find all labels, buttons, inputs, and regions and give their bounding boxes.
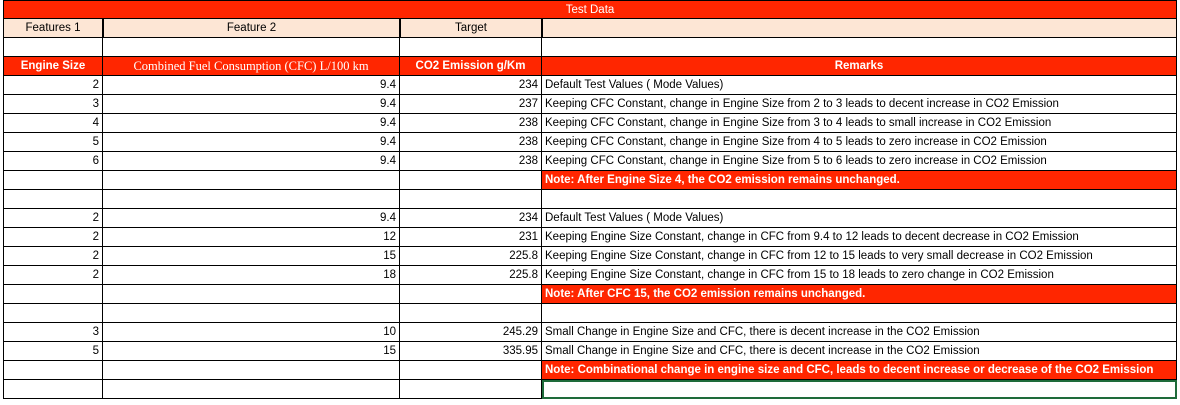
- table-cell-engine[interactable]: 2: [3, 209, 103, 228]
- table-cell-cfc[interactable]: [103, 285, 400, 304]
- table-cell-cfc[interactable]: 12: [103, 228, 400, 247]
- table-cell-remark[interactable]: Keeping CFC Constant, change in Engine Size from 5 to 6 leads to zero increase in CO2 Emission: [542, 152, 1177, 171]
- column-header-engine[interactable]: Engine Size: [3, 57, 103, 76]
- group-header-cell[interactable]: [542, 19, 1177, 38]
- table-cell-co2[interactable]: 225.8: [400, 247, 542, 266]
- table-cell-remark[interactable]: Keeping Engine Size Constant, change in CFC from 9.4 to 12 leads to decent decrease in CO2 Emission: [542, 228, 1177, 247]
- table-cell-remark[interactable]: Default Test Values ( Mode Values): [542, 209, 1177, 228]
- empty-cell[interactable]: [542, 190, 1177, 209]
- table-cell-cfc[interactable]: 9.4: [103, 114, 400, 133]
- empty-cell[interactable]: [542, 38, 1177, 57]
- empty-cell[interactable]: [103, 380, 400, 399]
- note-cell[interactable]: Note: After Engine Size 4, the CO2 emission remains unchanged.: [542, 171, 1177, 190]
- table-cell-co2[interactable]: [400, 285, 542, 304]
- table-cell-engine[interactable]: 3: [3, 323, 103, 342]
- table-cell-engine[interactable]: 2: [3, 228, 103, 247]
- table-cell-engine[interactable]: [3, 285, 103, 304]
- table-cell-cfc[interactable]: 9.4: [103, 95, 400, 114]
- table-cell-co2[interactable]: [400, 171, 542, 190]
- table-cell-remark[interactable]: Keeping Engine Size Constant, change in CFC from 15 to 18 leads to zero change in CO2 Emission: [542, 266, 1177, 285]
- table-cell-cfc[interactable]: 18: [103, 266, 400, 285]
- table-cell-co2[interactable]: 238: [400, 152, 542, 171]
- table-cell-engine[interactable]: 3: [3, 95, 103, 114]
- table-cell-engine[interactable]: 2: [3, 266, 103, 285]
- table-cell-remark[interactable]: Keeping CFC Constant, change in Engine Size from 3 to 4 leads to small increase in CO2 Emission: [542, 114, 1177, 133]
- table-cell-cfc[interactable]: 9.4: [103, 133, 400, 152]
- table-cell-co2[interactable]: 225.8: [400, 266, 542, 285]
- empty-cell[interactable]: [542, 304, 1177, 323]
- table-cell-co2[interactable]: 237: [400, 95, 542, 114]
- table-cell-remark[interactable]: Keeping Engine Size Constant, change in CFC from 12 to 15 leads to very small decrease in CO2 Emission: [542, 247, 1177, 266]
- table-cell-engine[interactable]: 6: [3, 152, 103, 171]
- table-cell-engine[interactable]: [3, 361, 103, 380]
- empty-cell[interactable]: [542, 380, 1177, 399]
- table-cell-cfc[interactable]: [103, 171, 400, 190]
- empty-cell[interactable]: [400, 304, 542, 323]
- table-cell-co2[interactable]: 234: [400, 209, 542, 228]
- table-cell-engine[interactable]: 4: [3, 114, 103, 133]
- table-cell-co2[interactable]: 238: [400, 133, 542, 152]
- column-header-co2[interactable]: CO2 Emission g/Km: [400, 57, 542, 76]
- table-cell-cfc[interactable]: 9.4: [103, 209, 400, 228]
- empty-cell[interactable]: [400, 190, 542, 209]
- table-cell-remark[interactable]: Keeping CFC Constant, change in Engine Size from 2 to 3 leads to decent increase in CO2 Emission: [542, 95, 1177, 114]
- table-cell-co2[interactable]: 231: [400, 228, 542, 247]
- empty-cell[interactable]: [3, 38, 103, 57]
- group-header-cell[interactable]: Features 1: [3, 19, 103, 38]
- table-cell-cfc[interactable]: 10: [103, 323, 400, 342]
- table-cell-engine[interactable]: 5: [3, 133, 103, 152]
- group-header-cell[interactable]: Feature 2: [103, 19, 400, 38]
- table-cell-engine[interactable]: 2: [3, 247, 103, 266]
- table-cell-co2[interactable]: 245.29: [400, 323, 542, 342]
- table-cell-remark[interactable]: Small Change in Engine Size and CFC, there is decent increase in the CO2 Emission: [542, 342, 1177, 361]
- empty-cell[interactable]: [103, 38, 400, 57]
- note-cell[interactable]: Note: Combinational change in engine size and CFC, leads to decent increase or decrease of the CO2 Emission: [542, 361, 1177, 380]
- table-cell-engine[interactable]: 5: [3, 342, 103, 361]
- table-cell-cfc[interactable]: 15: [103, 247, 400, 266]
- table-cell-remark[interactable]: Small Change in Engine Size and CFC, there is decent increase in the CO2 Emission: [542, 323, 1177, 342]
- empty-cell[interactable]: [400, 38, 542, 57]
- column-header-remark[interactable]: Remarks: [542, 57, 1177, 76]
- group-header-cell[interactable]: Target: [400, 19, 542, 38]
- table-cell-co2[interactable]: 335.95: [400, 342, 542, 361]
- sheet-title: Test Data: [3, 0, 1177, 19]
- table-cell-co2[interactable]: [400, 361, 542, 380]
- table-cell-co2[interactable]: 238: [400, 114, 542, 133]
- column-header-cfc[interactable]: Combined Fuel Consumption (CFC) L/100 km: [103, 57, 400, 76]
- table-cell-cfc[interactable]: [103, 361, 400, 380]
- empty-cell[interactable]: [3, 380, 103, 399]
- empty-cell[interactable]: [103, 190, 400, 209]
- note-cell[interactable]: Note: After CFC 15, the CO2 emission remains unchanged.: [542, 285, 1177, 304]
- table-cell-cfc[interactable]: 9.4: [103, 152, 400, 171]
- empty-cell[interactable]: [3, 304, 103, 323]
- table-cell-engine[interactable]: [3, 171, 103, 190]
- table-cell-cfc[interactable]: 9.4: [103, 76, 400, 95]
- table-cell-co2[interactable]: 234: [400, 76, 542, 95]
- table-cell-cfc[interactable]: 15: [103, 342, 400, 361]
- table-cell-remark[interactable]: Keeping CFC Constant, change in Engine Size from 4 to 5 leads to zero increase in CO2 Emission: [542, 133, 1177, 152]
- empty-cell[interactable]: [400, 380, 542, 399]
- table-cell-remark[interactable]: Default Test Values ( Mode Values): [542, 76, 1177, 95]
- empty-cell[interactable]: [103, 304, 400, 323]
- empty-cell[interactable]: [3, 190, 103, 209]
- table-cell-engine[interactable]: 2: [3, 76, 103, 95]
